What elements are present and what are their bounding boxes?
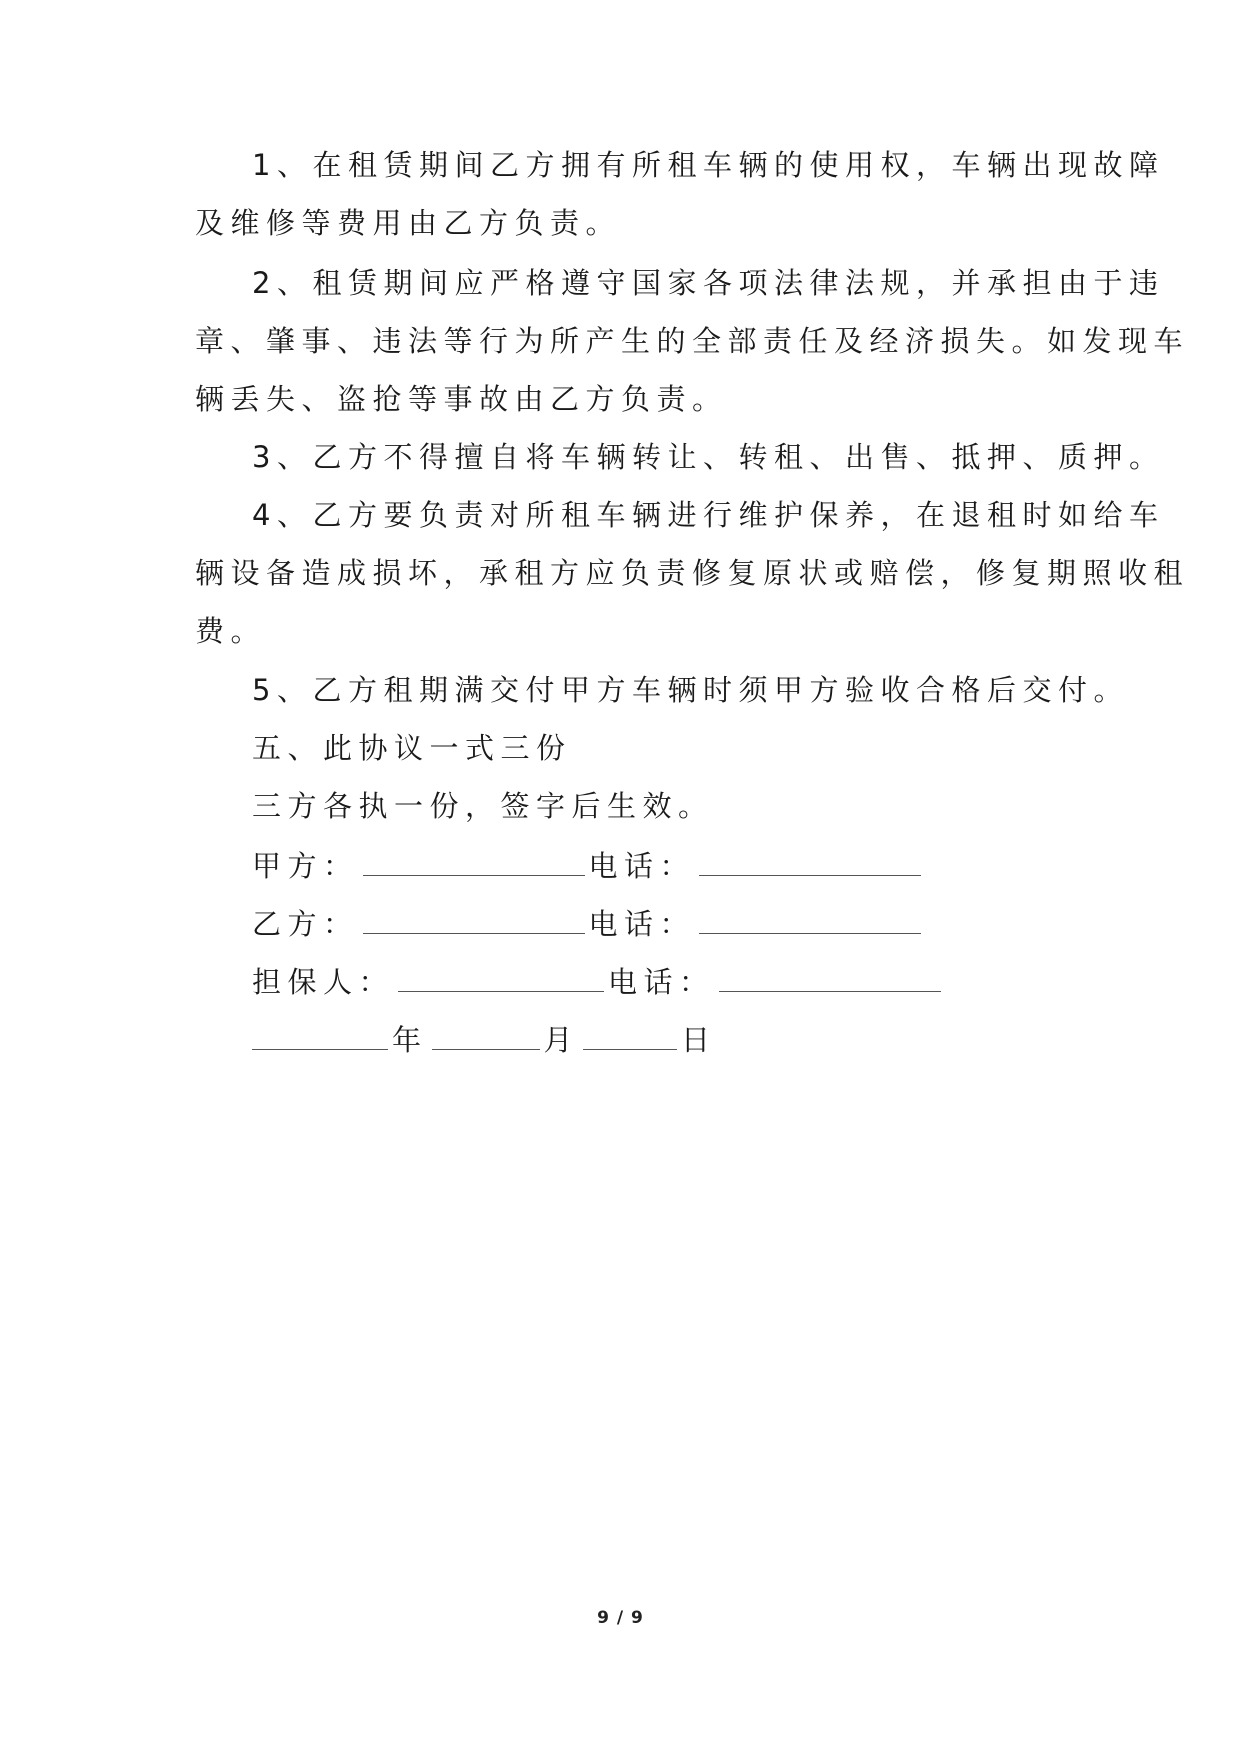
party-b-phone-blank[interactable] [699,903,921,934]
party-a-blank[interactable] [363,845,585,876]
party-a-phone-blank[interactable] [699,845,921,876]
signature-guarantor-row [252,961,945,1002]
clause-2-line-2: 章、肇事、违法等行为所产生的全部责任及经济损失。如发现车 [195,324,1190,358]
clause-4-line-1: 4、乙方要负责对所租车辆进行维护保养，在退租时如给车 [252,498,1165,532]
section-five-heading: 五、此协议一式三份 [252,731,572,765]
clause-4-line-3: 费。 [195,614,267,648]
guarantor-phone-label: 电话： [608,965,715,999]
party-b-label: 乙方： [252,907,359,941]
year-label: 年 [392,1023,428,1057]
signature-party-b-row [252,903,925,944]
guarantor-blank[interactable] [398,961,604,992]
party-a-phone-label: 电话： [588,849,696,883]
month-blank[interactable] [432,1019,540,1050]
clause-5-line-1: 5、乙方租期满交付甲方车辆时须甲方验收合格后交付。 [252,673,1129,707]
clause-3-line-1: 3、乙方不得擅自将车辆转让、转租、出售、抵押、质押。 [252,440,1165,474]
party-b-phone-label: 电话： [588,907,696,941]
year-blank[interactable] [252,1019,388,1050]
day-label: 日 [681,1023,717,1057]
clause-1-line-1: 1、在租赁期间乙方拥有所租车辆的使用权，车辆出现故障 [252,148,1165,182]
month-label: 月 [543,1023,580,1057]
guarantor-phone-blank[interactable] [719,961,941,992]
date-row [252,1019,717,1060]
clause-2-line-3: 辆丢失、盗抢等事故由乙方负责。 [195,382,728,416]
signature-party-a-row [252,845,925,886]
party-b-blank[interactable] [363,903,585,934]
clause-2-line-1: 2、租赁期间应严格遵守国家各项法律法规，并承担由于违 [252,266,1165,300]
day-blank[interactable] [583,1019,677,1050]
clause-4-line-2: 辆设备造成损坏，承租方应负责修复原状或赔偿，修复期照收租 [195,556,1190,590]
party-a-label: 甲方： [252,849,359,883]
guarantor-label: 担保人： [252,965,395,999]
section-five-text: 三方各执一份，签字后生效。 [252,789,714,823]
clause-1-line-2: 及维修等费用由乙方负责。 [195,206,622,240]
page-number: 9 / 9 [597,1608,644,1628]
